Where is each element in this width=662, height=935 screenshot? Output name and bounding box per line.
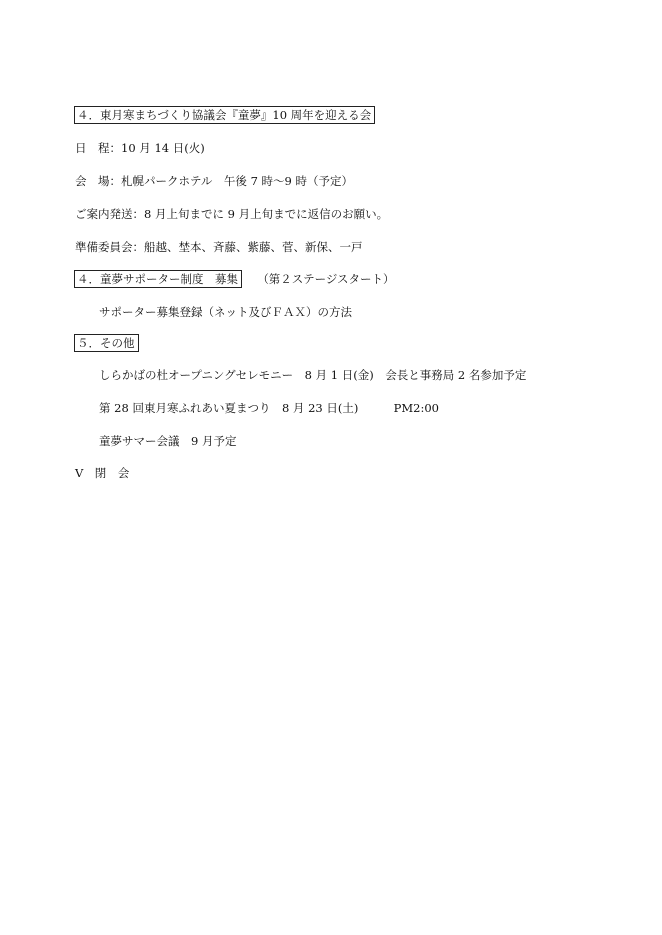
- section4b-note: （第２ステージスタート）: [257, 272, 395, 286]
- closing-line: Ⅴ 閉 会: [75, 466, 130, 480]
- notice-line: ご案内発送：8 月上旬までに 9 月上旬までに返信のお願い。: [75, 207, 389, 221]
- section4b-heading-line: [74, 270, 395, 288]
- section5-heading: ５．その他: [74, 334, 139, 352]
- other-item-1: しらかばの杜オープニングセレモニー 8 月 1 日(金) 会長と事務局 2 名参加予定: [99, 368, 527, 382]
- other-item-3: 童夢サマー会議 9 月予定: [99, 434, 237, 448]
- venue-line: 会 場：札幌パークホテル 午後 7 時～9 時（予定）: [75, 174, 354, 188]
- other-item-2-line: [99, 400, 439, 416]
- section4-heading-line: [74, 106, 375, 124]
- schedule-line: 日 程：10 月 14 日(火): [75, 141, 205, 155]
- section4-heading: ４．東月寒まちづくり協議会『童夢』10 周年を迎える会: [74, 106, 375, 124]
- section5-heading-line: [74, 334, 139, 352]
- section4b-heading: ４．童夢サポーター制度 募集: [74, 270, 242, 288]
- other-item-2-time: PM2:00: [393, 401, 439, 415]
- committee-line: 準備委員会：船越、埜本、斉藤、紫藤、菅、新保、一戸: [75, 240, 363, 254]
- supporter-item: サポーター募集登録（ネット及びＦＡＸ）の方法: [99, 305, 352, 319]
- other-item-2: 第 28 回東月寒ふれあい夏まつり 8 月 23 日(土): [99, 401, 359, 415]
